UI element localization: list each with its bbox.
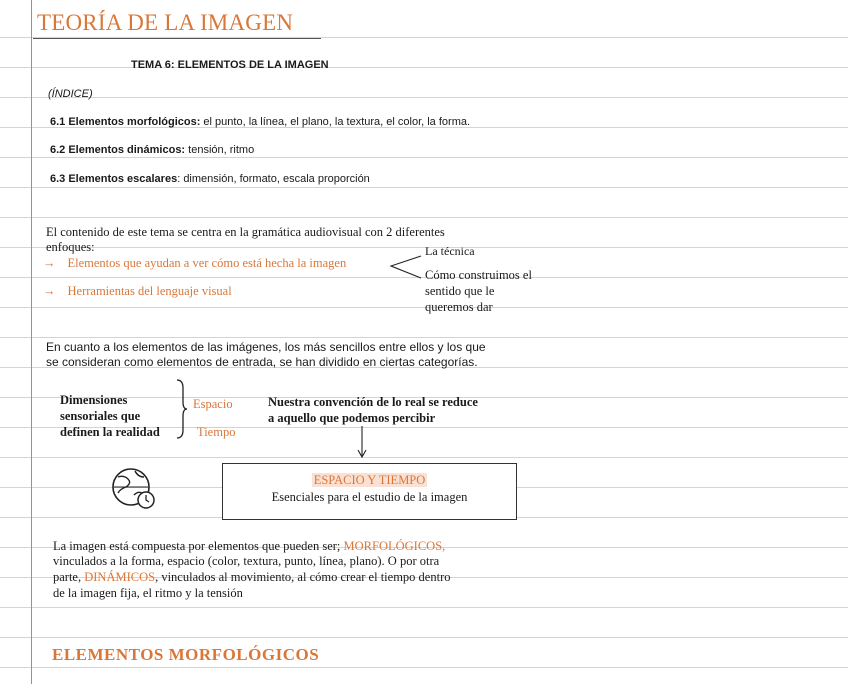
dimensions-label-line-2: sensoriales que: [60, 409, 141, 423]
note-meaning-line-3: queremos dar: [425, 300, 493, 314]
arrow-right-icon: →: [43, 256, 56, 270]
branch-connector-icon: [389, 252, 423, 282]
statement-line-2: a aquello que podemos percibir: [268, 411, 436, 425]
topic-title: TEMA 6: ELEMENTOS DE LA IMAGEN: [131, 59, 329, 71]
intro-item-1: [43, 256, 346, 271]
composition-line-1: [53, 538, 445, 554]
intro-line-1: El contenido de este tema se centra en la gramática audiovisual con 2 diferentes: [46, 225, 445, 239]
composition-morphological: MORFOLÓGICOS,: [343, 539, 446, 553]
box-title: [223, 473, 516, 488]
index-item-3: [50, 173, 370, 185]
note-meaning-line-1: Cómo construimos el: [425, 268, 532, 282]
dimension-time: Tiempo: [197, 425, 236, 439]
composition-line-3a: parte,: [53, 570, 85, 584]
index-label: (ÍNDICE): [48, 88, 93, 100]
elements-line-1: En cuanto a los elementos de las imágenes, los más sencillos entre ellos y los que: [46, 340, 486, 354]
arrow-down-icon: [356, 424, 368, 460]
note-meaning-line-2: sentido que le: [425, 284, 495, 298]
globe-clock-icon: [108, 463, 160, 513]
composition-line-1a: La imagen está compuesta por elementos que pueden ser;: [53, 539, 344, 553]
index-item-2-head: 6.2 Elementos dinámicos:: [50, 144, 186, 156]
elements-line-2: se consideran como elementos de entrada, se han dividido en ciertas categorías.: [46, 355, 478, 369]
composition-line-3c: , vinculados al movimiento, al cómo crear el tiempo dentro: [155, 570, 451, 584]
dimensions-label-line-3: definen la realidad: [60, 425, 160, 439]
index-item-2-text: tensión, ritmo: [185, 144, 255, 156]
index-item-1-head: 6.1 Elementos morfológicos:: [50, 116, 201, 128]
intro-item-2: [43, 284, 232, 299]
box-subtitle: Esenciales para el estudio de la imagen: [271, 490, 468, 504]
composition-line-4: de la imagen fija, el ritmo y la tensión: [53, 586, 243, 600]
arrow-right-icon: →: [43, 284, 56, 298]
dimensions-label-line-1: Dimensiones: [60, 393, 128, 407]
index-item-1-text: el punto, la línea, el plano, la textura, el color, la forma.: [200, 116, 471, 128]
index-item-3-text: : dimensión, formato, escala proporción: [177, 173, 370, 185]
composition-line-2: vinculados a la forma, espacio (color, textura, punto, línea, plano). O por otra: [53, 554, 440, 568]
intro-item-2-text: Herramientas del lenguaje visual: [67, 284, 232, 298]
composition-dynamic: DINÁMICOS: [84, 570, 156, 584]
section-heading: ELEMENTOS MORFOLÓGICOS: [52, 645, 320, 664]
index-item-2: [50, 144, 254, 156]
index-item-3-head: 6.3 Elementos escalares: [50, 173, 178, 185]
box-title-text: ESPACIO Y TIEMPO: [313, 473, 426, 487]
curly-brace-icon: [174, 378, 188, 440]
intro-line-2: enfoques:: [46, 240, 95, 254]
title-underline: [33, 38, 321, 39]
dimension-space: Espacio: [193, 397, 233, 411]
intro-item-1-text: Elementos que ayudan a ver cómo está hecha la imagen: [67, 256, 347, 270]
notebook-margin-line: [31, 0, 32, 684]
index-item-1: [50, 116, 470, 128]
page-title: TEORÍA DE LA IMAGEN: [37, 10, 294, 35]
space-time-box: [222, 463, 517, 520]
composition-line-3: [53, 569, 450, 585]
statement-line-1: Nuestra convención de lo real se reduce: [268, 395, 478, 409]
note-technique: La técnica: [425, 244, 475, 258]
